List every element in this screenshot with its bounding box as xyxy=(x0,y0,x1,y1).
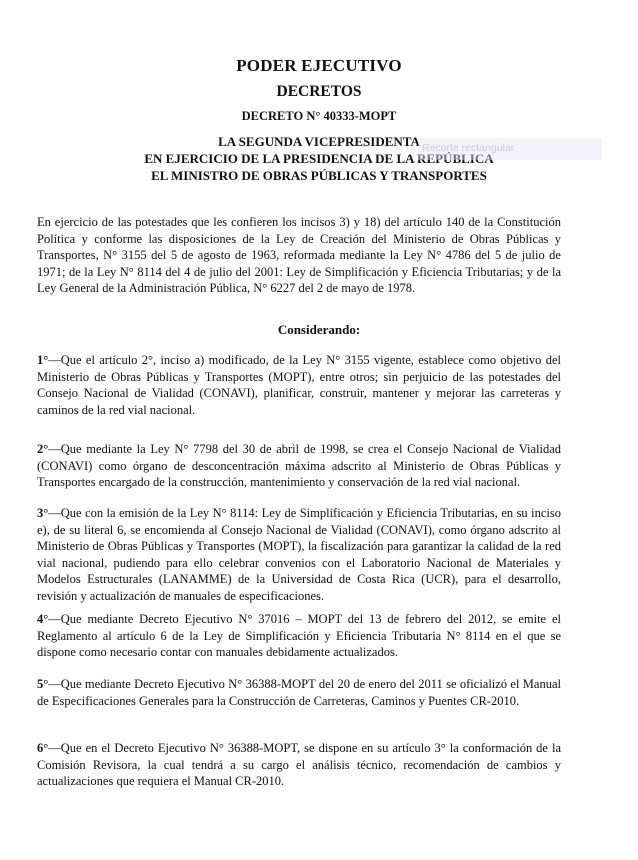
item-text: —Que mediante Decreto Ejecutivo N° 37016 – MOPT del 13 de febrero del 2012, se emite el Reglamento al artículo 6 de la Ley de Simplificación y Eficiencia Tributaria N° 8114 en el que se dispone como necesario contar con manuales debidamente actualizados. xyxy=(37,612,561,659)
item-text: —Que con la emisión de la Ley N° 8114: Ley de Simplificación y Eficiencia Tributarias, en su inciso e), de su literal 6, se encomienda al Consejo Nacional de Vialidad (CONAVI), como órgano adscrito al Ministerio de Obras Públicas y Transportes (MOPT), la fiscalización para garantizar la calidad de la red vial nacional, pudiendo para ello celebrar convenios con el Laboratorio Nacional de Materiales y Modelos Estructurales (LANAMME) de la Universidad de Costa Rica (UCR), para el desarrollo, revisión y actualización de manuales de especificaciones. xyxy=(37,506,561,603)
branch-heading: PODER EJECUTIVO xyxy=(236,56,402,75)
section-heading: DECRETOS xyxy=(276,83,362,100)
item-number: 1° xyxy=(37,353,49,367)
item-number: 2° xyxy=(37,442,49,456)
item-text: —Que en el Decreto Ejecutivo N° 36388-MOPT, se dispone en su artículo 3° la conformación de la Comisión Revisora, la cual tendrá a su cargo el análisis técnico, recomendación de cambios y actualizaciones que requiera el Manual CR-2010. xyxy=(37,741,561,788)
considerando-item xyxy=(37,352,561,418)
item-text: —Que mediante la Ley N° 7798 del 30 de abril de 1998, se crea el Consejo Nacional de Vialidad (CONAVI) como órgano de desconcentración máxima adscrito al Ministerio de Obras Públicas y Transportes encargado de la construcción, mantenimiento y conservación de la red vial nacional. xyxy=(37,442,561,489)
item-text: —Que mediante Decreto Ejecutivo N° 36388-MOPT del 20 de enero del 2011 se oficializó el Manual de Especificaciones Generales para la Construcción de Carreteras, Caminos y Puentes CR-2010. xyxy=(37,677,561,708)
considerando-item xyxy=(37,740,561,790)
snip-overlay-label: Recorte rectangular xyxy=(418,138,602,160)
item-number: 5° xyxy=(37,677,49,691)
considerando-item xyxy=(37,441,561,491)
intro-paragraph: En ejercicio de las potestades que les confieren los incisos 3) y 18) del artículo 140 de la Constitución Política y conforme las disposiciones de la Ley de Creación del Ministerio de Obras Públicas y Transportes, N° 3155 del 5 de agosto de 1963, reformada mediante la Ley N° 4786 del 5 de julio de 1971; de la Ley N° 8114 del 4 de julio del 2001: Ley de Simplificación y Eficiencia Tributarias; y de la Ley General de la Administración Pública, N° 6227 del 2 de mayo de 1978. xyxy=(37,215,561,295)
item-text: —Que el artículo 2°, inciso a) modificado, de la Ley N° 3155 vigente, establece como objetivo del Ministerio de Obras Públicas y Transportes (MOPT), entre otros; sin perjuicio de las potestades del Consejo Nacional de Vialidad (CONAVI), planificar, construir, mantener y mejorar las carreteras y caminos de la red vial nacional. xyxy=(37,353,561,417)
authority-line: EN EJERCICIO DE LA PRESIDENCIA DE LA REPÚBLICA xyxy=(144,151,494,166)
considerando-item xyxy=(37,505,561,604)
considerando-item xyxy=(37,676,561,709)
considerando-item xyxy=(37,611,561,661)
considerando-heading: Considerando: xyxy=(277,322,361,337)
item-number: 4° xyxy=(37,612,49,626)
item-number: 6° xyxy=(37,741,49,755)
authority-line: LA SEGUNDA VICEPRESIDENTA xyxy=(218,134,420,149)
decree-number: DECRETO N° 40333-MOPT xyxy=(241,109,397,123)
authority-line: EL MINISTRO DE OBRAS PÚBLICAS Y TRANSPORTES xyxy=(151,168,487,183)
item-number: 3° xyxy=(37,506,49,520)
